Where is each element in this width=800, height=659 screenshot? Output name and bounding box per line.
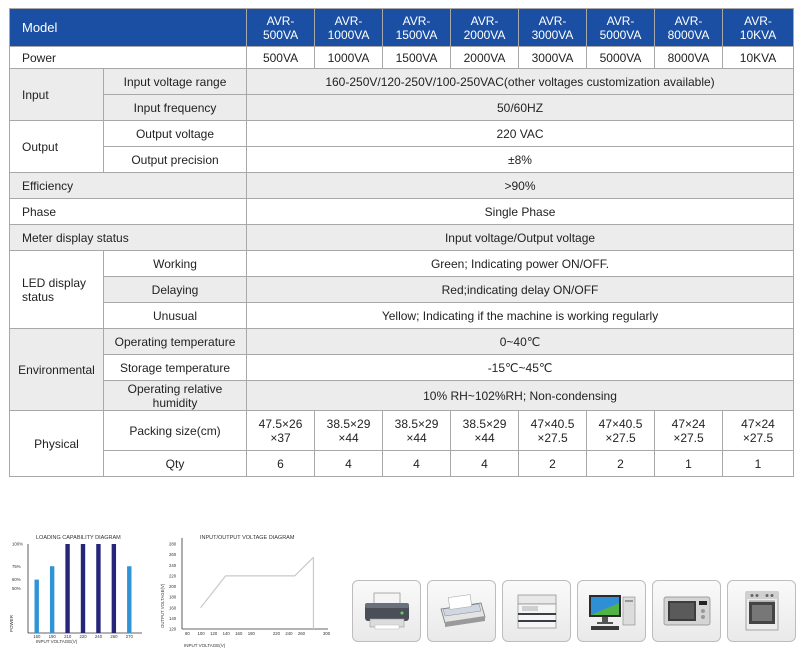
microwave-icon — [660, 589, 714, 633]
env-humidity-label: Operating relative humidity — [104, 381, 247, 411]
power-value: 8000VA — [655, 47, 723, 69]
load-chart-bar — [50, 566, 54, 633]
printer-icon — [360, 589, 414, 633]
model-cell: AVR- 10KVA — [723, 9, 794, 47]
load-chart-x-label: INPUT VOLTAGE(V) — [36, 639, 78, 644]
qty-value: 2 — [519, 451, 587, 477]
meter-value: Input voltage/Output voltage — [247, 225, 794, 251]
io-chart-y-tick: 140 — [169, 615, 177, 621]
model-cell: AVR- 5000VA — [587, 9, 655, 47]
load-chart-title: LOADING CAPABILITY DIAGRAM — [36, 535, 121, 541]
load-chart-x-tick: 220 — [79, 634, 87, 639]
load-chart-x-tick: 160 — [33, 634, 41, 639]
input-frequency-value: 50/60HZ — [247, 95, 794, 121]
scanner-icon — [435, 589, 489, 633]
led-working-label: Working — [104, 251, 247, 277]
appliance-card — [577, 580, 646, 642]
qty-value: 4 — [451, 451, 519, 477]
load-chart-bar — [81, 544, 85, 633]
appliance-card — [427, 580, 496, 642]
load-chart-y-tick: 50% — [12, 586, 21, 591]
packing-value: 38.5×29 ×44 — [315, 411, 383, 451]
io-voltage-chart — [152, 528, 332, 648]
header-row — [10, 9, 794, 47]
io-chart-y-tick: 240 — [169, 562, 177, 568]
appliance-card — [652, 580, 721, 642]
io-chart-y-label: OUTPUT VOLTAGE(V) — [160, 583, 165, 628]
io-chart-x-tick: 260 — [297, 631, 306, 636]
packing-value: 38.5×29 ×44 — [451, 411, 519, 451]
io-chart-y-tick: 180 — [169, 594, 177, 600]
phase-value: Single Phase — [247, 199, 794, 225]
io-chart-title: INPUT/OUTPUT VOLTAGE DIAGRAM — [200, 535, 295, 541]
load-chart-y-tick: 75% — [12, 563, 21, 569]
env-op-temp-value: 0~40℃ — [247, 329, 794, 355]
led-delaying-label: Delaying — [104, 277, 247, 303]
load-chart-x-tick: 210 — [64, 634, 72, 639]
model-header: Model — [10, 9, 247, 47]
oven-icon — [735, 589, 789, 633]
power-value: 1000VA — [315, 47, 383, 69]
input-voltage-range-label: Input voltage range — [104, 69, 247, 95]
qty-value: 1 — [723, 451, 794, 477]
io-chart-y-tick: 160 — [169, 605, 177, 611]
output-voltage-value: 220 VAC — [247, 121, 794, 147]
io-chart-x-tick: 240 — [285, 631, 293, 636]
io-chart-x-label: INPUT VOLTAGE(V) — [184, 643, 226, 648]
env-humidity-row — [10, 381, 794, 411]
io-chart-x-tick: 140 — [222, 631, 230, 636]
model-cell: AVR- 1500VA — [383, 9, 451, 47]
load-chart-bar — [127, 566, 131, 633]
load-chart-y-tick: 100% — [12, 541, 23, 547]
model-cell: AVR- 500VA — [247, 9, 315, 47]
phase-row — [10, 199, 794, 225]
qty-label: Qty — [104, 451, 247, 477]
output-voltage-label: Output voltage — [104, 121, 247, 147]
env-humidity-value: 10% RH~102%RH; Non-condensing — [247, 381, 794, 411]
io-chart-x-tick: 180 — [247, 631, 255, 636]
qty-value: 6 — [247, 451, 315, 477]
led-unusual-row — [10, 303, 794, 329]
environmental-label: Environmental — [10, 329, 104, 411]
power-row — [10, 47, 794, 69]
copier-icon — [510, 589, 564, 633]
io-chart-x-tick: 120 — [210, 631, 218, 636]
io-chart-y-tick: 220 — [169, 573, 177, 579]
spec-table — [9, 8, 794, 477]
led-unusual-value: Yellow; Indicating if the machine is working regularly — [247, 303, 794, 329]
load-chart-bar — [96, 544, 100, 633]
input-frequency-label: Input frequency — [104, 95, 247, 121]
packing-value: 47×40.5 ×27.5 — [587, 411, 655, 451]
packing-value: 47×40.5 ×27.5 — [519, 411, 587, 451]
load-chart-x-tick: 270 — [125, 634, 133, 639]
load-chart-x-tick: 240 — [94, 634, 103, 639]
led-working-value: Green; Indicating power ON/OFF. — [247, 251, 794, 277]
appliance-card — [352, 580, 421, 642]
io-chart-line — [201, 557, 314, 607]
model-cell: AVR- 3000VA — [519, 9, 587, 47]
appliance-card — [727, 580, 796, 642]
model-cell: AVR- 8000VA — [655, 9, 723, 47]
power-value: 10KVA — [723, 47, 794, 69]
io-chart-x-tick: 300 — [323, 631, 331, 636]
power-value: 500VA — [247, 47, 315, 69]
power-value: 3000VA — [519, 47, 587, 69]
packing-value: 47×24 ×27.5 — [723, 411, 794, 451]
qty-row — [10, 451, 794, 477]
model-cell: AVR- 2000VA — [451, 9, 519, 47]
qty-value: 4 — [383, 451, 451, 477]
meter-row — [10, 225, 794, 251]
qty-value: 2 — [587, 451, 655, 477]
led-working-row — [10, 251, 794, 277]
io-chart-y-tick: 260 — [169, 552, 177, 558]
output-precision-label: Output precision — [104, 147, 247, 173]
physical-label: Physical — [10, 411, 104, 477]
qty-value: 1 — [655, 451, 723, 477]
load-chart-bar — [35, 580, 39, 633]
io-chart-x-tick: 220 — [272, 631, 280, 636]
led-unusual-label: Unusual — [104, 303, 247, 329]
appliance-icons — [352, 580, 796, 642]
loading-capability-chart — [4, 528, 146, 644]
led-delaying-row — [10, 277, 794, 303]
output-label: Output — [10, 121, 104, 173]
efficiency-value: >90% — [247, 173, 794, 199]
led-label: LED display status — [10, 251, 104, 329]
appliance-card — [502, 580, 571, 642]
power-value: 5000VA — [587, 47, 655, 69]
efficiency-label: Efficiency — [10, 173, 247, 199]
led-delaying-value: Red;indicating delay ON/OFF — [247, 277, 794, 303]
packing-value: 47.5×26 ×37 — [247, 411, 315, 451]
power-value: 2000VA — [451, 47, 519, 69]
load-chart-bar — [65, 544, 69, 633]
io-chart-x-tick: 100 — [197, 631, 205, 636]
load-chart-x-tick: 190 — [48, 634, 56, 639]
model-cell: AVR- 1000VA — [315, 9, 383, 47]
env-op-temp-row — [10, 329, 794, 355]
env-storage-temp-row — [10, 355, 794, 381]
env-op-temp-label: Operating temperature — [104, 329, 247, 355]
packing-row — [10, 411, 794, 451]
env-storage-temp-label: Storage temperature — [104, 355, 247, 381]
input-label: Input — [10, 69, 104, 121]
input-voltage-range-value: 160-250V/120-250V/100-250VAC(other voltages customization available) — [247, 69, 794, 95]
io-chart-y-tick: 200 — [169, 584, 177, 589]
load-chart-y-label: POWER — [9, 614, 14, 632]
env-storage-temp-value: -15℃~45℃ — [247, 355, 794, 381]
load-chart-bar — [112, 544, 116, 633]
load-chart-x-tick: 260 — [110, 634, 118, 639]
power-value: 1500VA — [383, 47, 451, 69]
input-frequency-row — [10, 95, 794, 121]
qty-value: 4 — [315, 451, 383, 477]
meter-label: Meter display status — [10, 225, 247, 251]
output-precision-row — [10, 147, 794, 173]
desktop-computer-icon — [585, 589, 639, 633]
load-chart-y-tick: 60% — [12, 577, 21, 583]
io-chart-x-tick: 80 — [185, 631, 190, 636]
output-voltage-row — [10, 121, 794, 147]
output-precision-value: ±8% — [247, 147, 794, 173]
io-chart-y-tick: 120 — [169, 626, 177, 632]
input-voltage-row — [10, 69, 794, 95]
packing-value: 38.5×29 ×44 — [383, 411, 451, 451]
phase-label: Phase — [10, 199, 247, 225]
io-chart-y-tick: 280 — [169, 541, 177, 547]
io-chart-x-tick: 160 — [235, 631, 243, 636]
efficiency-row — [10, 173, 794, 199]
power-label: Power — [10, 47, 247, 69]
packing-label: Packing size(cm) — [104, 411, 247, 451]
packing-value: 47×24 ×27.5 — [655, 411, 723, 451]
